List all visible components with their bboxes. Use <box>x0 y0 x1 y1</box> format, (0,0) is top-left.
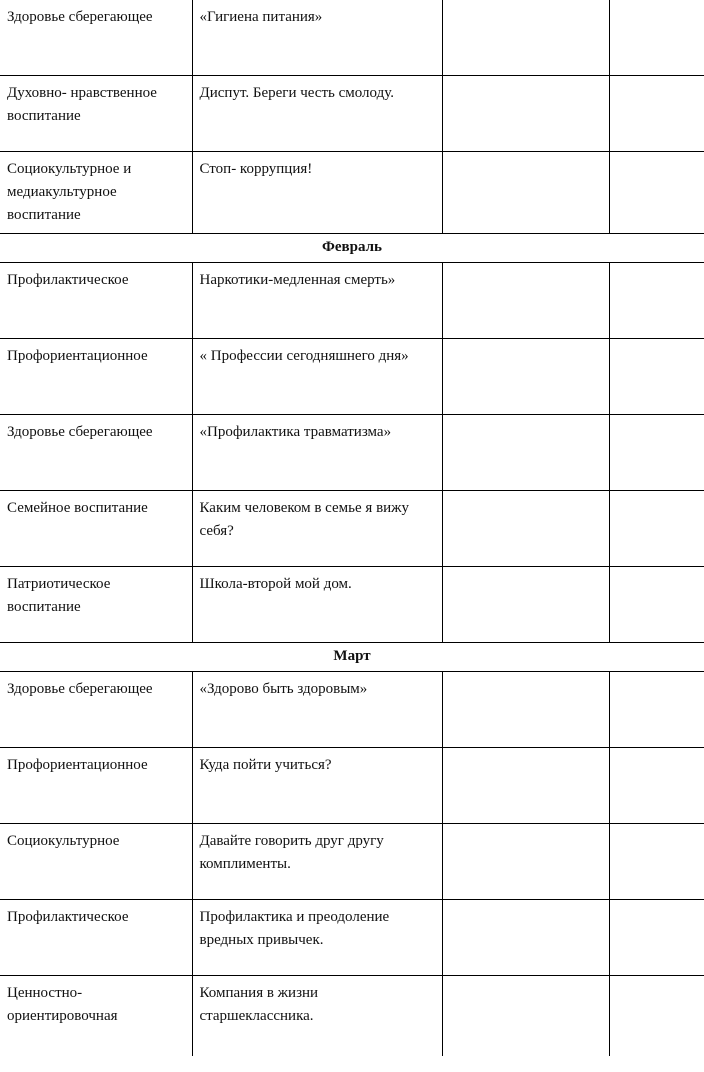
direction-cell: Здоровье сберегающее <box>0 0 192 76</box>
empty-cell <box>442 900 609 976</box>
direction-cell: Социокультурное и медиакультурное воспитание <box>0 152 192 234</box>
table-row <box>0 900 704 976</box>
month-header-row <box>0 234 704 263</box>
empty-cell <box>609 415 704 491</box>
event-cell: Давайте говорить друг другу комплименты. <box>192 824 442 900</box>
event-cell: Диспут. Береги честь смолоду. <box>192 76 442 152</box>
table-row <box>0 567 704 643</box>
empty-cell <box>442 976 609 1057</box>
direction-cell: Профориентационное <box>0 748 192 824</box>
table-row <box>0 76 704 152</box>
table-row <box>0 672 704 748</box>
direction-cell: Патриотическое воспитание <box>0 567 192 643</box>
empty-cell <box>442 748 609 824</box>
event-cell: Школа-второй мой дом. <box>192 567 442 643</box>
event-cell: «Профилактика травматизма» <box>192 415 442 491</box>
event-cell: Компания в жизни старшеклассника. <box>192 976 442 1057</box>
empty-cell <box>442 672 609 748</box>
event-cell: Стоп- коррупция! <box>192 152 442 234</box>
empty-cell <box>609 339 704 415</box>
empty-cell <box>442 76 609 152</box>
empty-cell <box>442 491 609 567</box>
empty-cell <box>442 567 609 643</box>
direction-cell: Социокультурное <box>0 824 192 900</box>
empty-cell <box>442 415 609 491</box>
direction-cell: Здоровье сберегающее <box>0 672 192 748</box>
empty-cell <box>609 263 704 339</box>
empty-cell <box>609 152 704 234</box>
empty-cell <box>609 824 704 900</box>
empty-cell <box>609 976 704 1057</box>
direction-cell: Здоровье сберегающее <box>0 415 192 491</box>
event-cell: «Здорово быть здоровым» <box>192 672 442 748</box>
event-cell: « Профессии сегодняшнего дня» <box>192 339 442 415</box>
table-row <box>0 976 704 1057</box>
table-row <box>0 824 704 900</box>
month-header-row <box>0 643 704 672</box>
month-header-march: Март <box>0 643 704 672</box>
empty-cell <box>442 152 609 234</box>
event-cell: «Гигиена питания» <box>192 0 442 76</box>
event-cell: Профилактика и преодоление вредных привычек. <box>192 900 442 976</box>
direction-cell: Духовно- нравственное воспитание <box>0 76 192 152</box>
table-row <box>0 152 704 234</box>
direction-cell: Профилактическое <box>0 900 192 976</box>
empty-cell <box>442 263 609 339</box>
direction-cell: Профориентационное <box>0 339 192 415</box>
direction-cell: Профилактическое <box>0 263 192 339</box>
event-cell: Куда пойти учиться? <box>192 748 442 824</box>
empty-cell <box>609 491 704 567</box>
empty-cell <box>609 0 704 76</box>
event-cell: Наркотики-медленная смерть» <box>192 263 442 339</box>
empty-cell <box>609 748 704 824</box>
empty-cell <box>442 339 609 415</box>
table-row <box>0 339 704 415</box>
table-row <box>0 263 704 339</box>
table-row <box>0 0 704 76</box>
table-row <box>0 415 704 491</box>
event-cell: Каким человеком в семье я вижу себя? <box>192 491 442 567</box>
empty-cell <box>609 567 704 643</box>
table-row <box>0 491 704 567</box>
month-header-february: Февраль <box>0 234 704 263</box>
empty-cell <box>442 824 609 900</box>
direction-cell: Ценностно-ориентировочная <box>0 976 192 1057</box>
table-row <box>0 748 704 824</box>
empty-cell <box>609 76 704 152</box>
empty-cell <box>442 0 609 76</box>
empty-cell <box>609 900 704 976</box>
direction-cell: Семейное воспитание <box>0 491 192 567</box>
empty-cell <box>609 672 704 748</box>
